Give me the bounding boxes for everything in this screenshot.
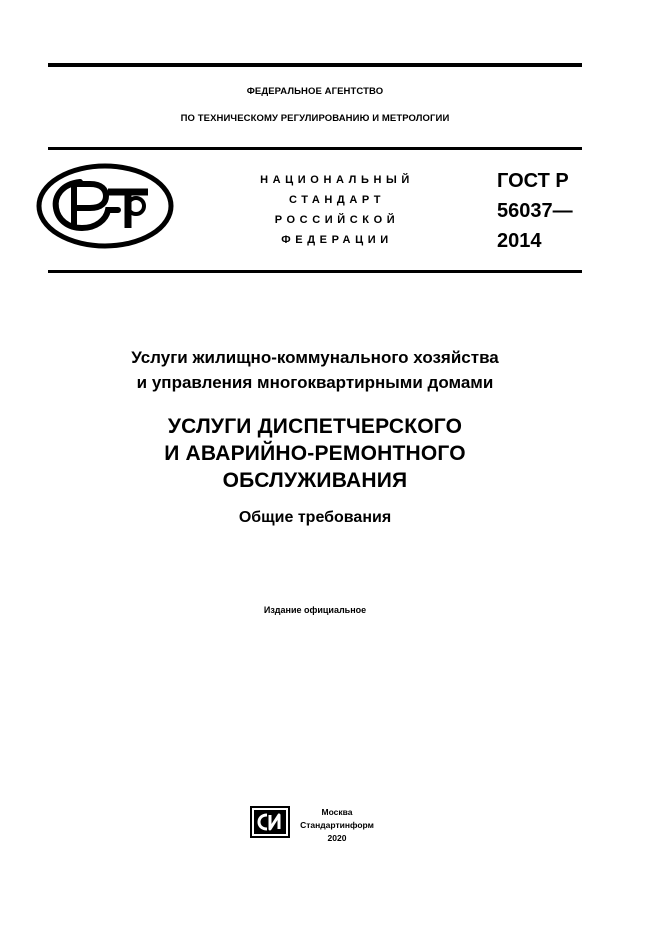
- agency-line-2: ПО ТЕХНИЧЕСКОМУ РЕГУЛИРОВАНИЮ И МЕТРОЛОГИИ: [180, 113, 450, 124]
- publisher-year: 2020: [327, 833, 347, 843]
- standard-type-line: РОССИЙСКОЙ: [274, 214, 400, 226]
- publisher-imprint: [297, 806, 377, 845]
- main-title-line: И АВАРИЙНО-РЕМОНТНОГО: [164, 442, 466, 465]
- document-main-title: [0, 413, 630, 494]
- publisher-name: Стандартинформ: [300, 820, 374, 830]
- standartinform-logo-icon: [250, 806, 290, 838]
- domain-title-line: и управления многоквартирными домами: [136, 373, 494, 392]
- agency-line-1: ФЕДЕРАЛЬНОЕ АГЕНТСТВО: [246, 86, 384, 97]
- publisher-city: Москва: [321, 807, 353, 817]
- top-rule: [48, 63, 582, 67]
- standard-type-line: ФЕДЕРАЦИИ: [281, 234, 393, 246]
- document-subtitle: Общие требования: [238, 509, 392, 526]
- designation-line: 2014: [497, 230, 542, 252]
- designation-line: 56037—: [497, 200, 573, 222]
- edition-note: Издание официальное: [263, 605, 367, 615]
- standard-type-line: НАЦИОНАЛЬНЫЙ: [260, 174, 414, 186]
- rst-logo-icon: [36, 162, 176, 252]
- standard-type-line: СТАНДАРТ: [288, 194, 386, 206]
- domain-title-line: Услуги жилищно-коммунального хозяйства: [131, 348, 499, 367]
- document-domain-title: [0, 345, 630, 395]
- standard-designation: [497, 166, 573, 256]
- standard-block-top-rule: [48, 147, 582, 150]
- standard-block-bottom-rule: [48, 270, 582, 273]
- main-title-line: УСЛУГИ ДИСПЕТЧЕРСКОГО: [167, 415, 463, 438]
- main-title-line: ОБСЛУЖИВАНИЯ: [222, 469, 408, 492]
- designation-line: ГОСТ Р: [497, 170, 569, 192]
